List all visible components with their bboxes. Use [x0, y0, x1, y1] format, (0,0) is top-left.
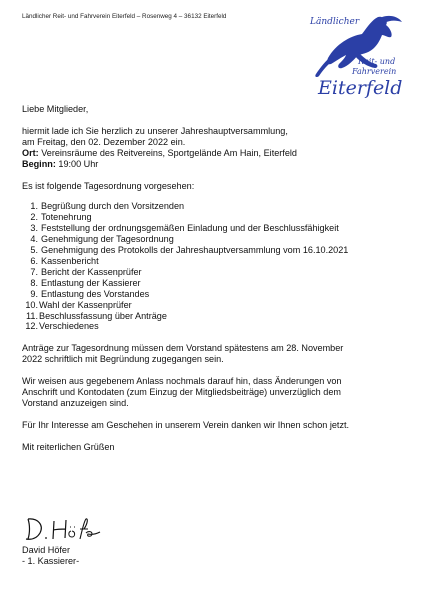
agenda-intro: Es ist folgende Tagesordnung vorgesehen: [22, 180, 195, 191]
signer-name: David Höfer [22, 545, 71, 555]
motions-line-2: 2022 schriftlich mit Begründung zugegangen sein. [22, 354, 224, 365]
agenda-item: 9. Entlastung des Vorstandes [30, 288, 150, 299]
agenda-item: 4. Genehmigung der Tagesordnung [30, 234, 174, 245]
thanks-line: Für Ihr Interesse am Geschehen in unserem Verein danken wir Ihnen schon jetzt. [22, 419, 350, 430]
notice-line-1: Wir weisen aus gegebenem Anlass nochmals darauf hin, dass Änderungen von [22, 376, 342, 387]
svg-text:Eiterfeld: Eiterfeld [318, 77, 403, 99]
notice-line-2: Anschrift und Kontodaten (zum Einzug der Mitgliedsbeiträge) unverzüglich dem [22, 387, 341, 398]
agenda-item: 8. Entlastung der Kassierer [30, 277, 141, 288]
start-value: 19:00 Uhr [55, 158, 99, 169]
invite-line-2: am Freitag, den 02. Dezember 2022 ein. [22, 136, 186, 147]
signer-block [22, 545, 79, 567]
svg-text:Reit- und: Reit- und [358, 57, 396, 66]
salutation: Liebe Mitglieder, [22, 104, 89, 114]
invite-line-1: hiermit lade ich Sie herzlich zu unserer Jahreshauptversammlung, [22, 125, 288, 136]
agenda-item: 3. Feststellung der ordnungsgemäßen Einladung und der Beschlussfähigkeit [30, 223, 339, 234]
agenda-item: 7. Bericht der Kassenprüfer [30, 266, 142, 277]
start-label: Beginn: [22, 158, 56, 169]
location-value: Vereinsräume des Reitvereins, Sportgelände Am Hain, Eiterfeld [38, 147, 297, 158]
agenda-item: 1. Begrüßung durch den Vorsitzenden [30, 201, 185, 212]
invitation-block [22, 126, 427, 170]
agenda-item: 2. Totenehrung [30, 212, 92, 223]
agenda-list [22, 201, 427, 332]
closing-line: Mit reiterlichen Grüßen [22, 441, 115, 452]
notice-line-3: Vorstand anzuzeigen sind. [22, 397, 129, 408]
notice-paragraph [22, 376, 427, 409]
handwritten-signature [22, 515, 112, 543]
sender-address-line: Ländlicher Reit- und Fahrverein Eiterfeld – Rosenweg 4 – 36132 Eiterfeld [22, 13, 227, 20]
location-label: Ort: [22, 147, 39, 158]
signature-icon [22, 515, 112, 543]
agenda-item: 12. Verschiedenes [25, 321, 99, 332]
signer-role: - 1. Kassierer- [22, 556, 80, 566]
letter-body [22, 104, 427, 453]
location-line [22, 148, 427, 159]
agenda-item: 6. Kassenbericht [30, 255, 99, 266]
horse-jump-logo-icon [298, 8, 428, 100]
motions-line-1: Anträge zur Tagesordnung müssen dem Vorstand spätestens am 28. November [22, 343, 344, 354]
club-logo [298, 8, 428, 100]
agenda-item: 11. Beschlussfassung über Anträge [26, 310, 167, 321]
agenda-item: 10. Wahl der Kassenprüfer [25, 299, 132, 310]
motions-paragraph [22, 343, 427, 365]
svg-text:Fahrverein: Fahrverein [352, 67, 397, 76]
start-line [22, 159, 427, 170]
agenda-item: 5. Genehmigung des Protokolls der Jahreshauptversammlung vom 16.10.2021 [30, 245, 349, 256]
svg-text:Ländlicher: Ländlicher [310, 17, 360, 27]
